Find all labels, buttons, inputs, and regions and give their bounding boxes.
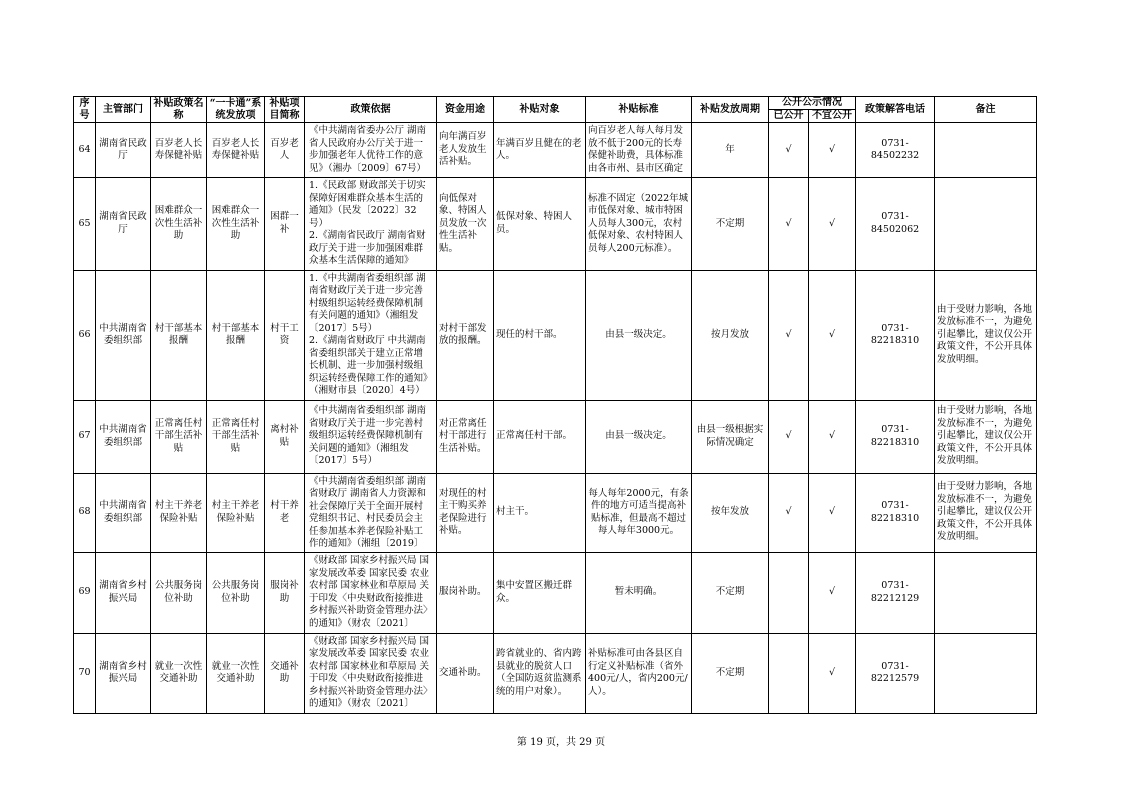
cell-target: 低保对象、特困人员。 bbox=[494, 178, 586, 271]
cell-remark bbox=[935, 633, 1037, 713]
cell-short-name: 村干工资 bbox=[265, 270, 305, 400]
header-standard: 补贴标准 bbox=[586, 97, 692, 123]
cell-policy-name: 村主干养老保险补贴 bbox=[151, 473, 207, 552]
table-row bbox=[74, 552, 1037, 633]
cell-seq: 70 bbox=[74, 633, 96, 713]
cell-phone: 0731-82212579 bbox=[856, 633, 935, 713]
cell-usage: 对村干部发放的报酬。 bbox=[437, 270, 494, 400]
cell-dept: 中共湖南省委组织部 bbox=[96, 270, 151, 400]
cell-period: 年 bbox=[692, 123, 769, 178]
cell-card-name: 就业一次性交通补助 bbox=[207, 633, 265, 713]
cell-public-no: √ bbox=[809, 473, 856, 552]
cell-short-name: 服岗补助 bbox=[265, 552, 305, 633]
header-remark: 备注 bbox=[935, 97, 1037, 123]
cell-public-no: √ bbox=[809, 123, 856, 178]
table-row bbox=[74, 473, 1037, 552]
cell-public-yes: √ bbox=[769, 473, 809, 552]
cell-basis: 1.《民政部 财政部关于切实保障好困难群众基本生活的通知》（民发〔2022〕32号） 2.《湖南省民政厅 湖南省财政厅关于进一步加强困难群众基本生活保障的通知》 bbox=[309, 180, 426, 266]
cell-period: 按年发放 bbox=[692, 473, 769, 552]
cell-usage: 向年满百岁老人发放生活补贴。 bbox=[437, 123, 494, 178]
cell-remark bbox=[935, 123, 1037, 178]
cell-policy-name: 正常离任村干部生活补贴 bbox=[151, 400, 207, 473]
cell-short-name: 交通补助 bbox=[265, 633, 305, 713]
cell-phone: 0731-82218310 bbox=[856, 400, 935, 473]
cell-target: 年满百岁且健在的老人。 bbox=[494, 123, 586, 178]
cell-dept: 湖南省乡村振兴局 bbox=[96, 633, 151, 713]
cell-target: 现任的村干部。 bbox=[494, 270, 586, 400]
cell-target: 村主干。 bbox=[494, 473, 586, 552]
header-usage: 资金用途 bbox=[437, 97, 494, 123]
cell-dept: 湖南省民政厅 bbox=[96, 178, 151, 271]
header-phone: 政策解答电话 bbox=[856, 97, 935, 123]
header-period: 补贴发放周期 bbox=[692, 97, 769, 123]
cell-standard: 向百岁老人每人每月发放不低于200元的长寿保健补助费，具体标准由各市州、县市区确定 bbox=[586, 123, 692, 178]
cell-policy-name: 公共服务岗位补助 bbox=[151, 552, 207, 633]
cell-seq: 65 bbox=[74, 178, 96, 271]
cell-basis: 《财政部 国家乡村振兴局 国家发展改革委 国家民委 农业农村部 国家林业和草原局 关于印发〈中央财政衔接推进乡村振兴补助资金管理办法〉的通知》（财农〔2021〕 bbox=[309, 555, 430, 629]
header-card-name: “一卡通”系统发放项 bbox=[207, 97, 265, 123]
cell-basis: 《中共湖南省委办公厅 湖南省人民政府办公厅关于进一步加强老年人优待工作的意见》（湘办〔2009〕67号） bbox=[309, 125, 427, 174]
header-public-yes: 已公开 bbox=[769, 110, 809, 123]
cell-card-name: 村干部基本报酬 bbox=[207, 270, 265, 400]
subsidy-policy-table bbox=[73, 96, 1037, 714]
cell-seq: 69 bbox=[74, 552, 96, 633]
header-public-no: 不宜公开 bbox=[809, 110, 856, 123]
cell-dept: 湖南省乡村振兴局 bbox=[96, 552, 151, 633]
cell-card-name: 村主干养老保险补贴 bbox=[207, 473, 265, 552]
cell-period: 由县一级根据实际情况确定 bbox=[692, 400, 769, 473]
cell-remark: 由于受财力影响，各地发放标准不一，为避免引起攀比，建议仅公开政策文件，不公开具体发放明细。 bbox=[935, 400, 1037, 473]
cell-standard: 由县一级决定。 bbox=[586, 400, 692, 473]
cell-usage: 对现任的村主干购买养老保险进行补贴。 bbox=[437, 473, 494, 552]
cell-usage: 交通补助。 bbox=[437, 633, 494, 713]
cell-public-yes bbox=[769, 633, 809, 713]
cell-standard: 由县一级决定。 bbox=[586, 270, 692, 400]
cell-public-no: √ bbox=[809, 400, 856, 473]
cell-remark bbox=[935, 178, 1037, 271]
cell-period: 不定期 bbox=[692, 178, 769, 271]
cell-seq: 68 bbox=[74, 473, 96, 552]
cell-target: 正常离任村干部。 bbox=[494, 400, 586, 473]
cell-public-no: √ bbox=[809, 270, 856, 400]
table-row bbox=[74, 633, 1037, 713]
cell-period: 不定期 bbox=[692, 552, 769, 633]
cell-card-name: 百岁老人长寿保健补贴 bbox=[207, 123, 265, 178]
cell-policy-name: 就业一次性交通补助 bbox=[151, 633, 207, 713]
cell-policy-name: 百岁老人长寿保健补贴 bbox=[151, 123, 207, 178]
cell-short-name: 百岁老人 bbox=[265, 123, 305, 178]
cell-usage: 对正常离任村干部进行生活补贴。 bbox=[437, 400, 494, 473]
cell-policy-name: 困难群众一次性生活补助 bbox=[151, 178, 207, 271]
cell-public-no: √ bbox=[809, 633, 856, 713]
cell-public-yes: √ bbox=[769, 178, 809, 271]
cell-dept: 中共湖南省委组织部 bbox=[96, 473, 151, 552]
header-seq: 序号 bbox=[74, 97, 96, 123]
cell-short-name: 村干养老 bbox=[265, 473, 305, 552]
cell-public-yes: √ bbox=[769, 270, 809, 400]
cell-seq: 67 bbox=[74, 400, 96, 473]
cell-basis: 《中共湖南省委组织部 湖南省财政厅关于进一步完善村级组织运转经费保障机制有关问题的通知》（湘组发〔2017〕5号） bbox=[309, 405, 427, 467]
cell-standard: 标准不固定（2022年城市低保对象、城市特困人员每人300元，农村低保对象、农村特困人员每人200元标准）。 bbox=[586, 178, 692, 271]
cell-dept: 湖南省民政厅 bbox=[96, 123, 151, 178]
cell-target: 集中安置区搬迁群众。 bbox=[494, 552, 586, 633]
header-dept: 主管部门 bbox=[96, 97, 151, 123]
table-row bbox=[74, 178, 1037, 271]
cell-seq: 66 bbox=[74, 270, 96, 400]
table-row bbox=[74, 123, 1037, 178]
cell-card-name: 困难群众一次性生活补助 bbox=[207, 178, 265, 271]
cell-phone: 0731-82218310 bbox=[856, 270, 935, 400]
cell-public-yes bbox=[769, 552, 809, 633]
cell-public-no: √ bbox=[809, 178, 856, 271]
cell-period: 不定期 bbox=[692, 633, 769, 713]
header-basis: 政策依据 bbox=[305, 97, 437, 123]
header-short-name: 补贴项目简称 bbox=[265, 97, 305, 123]
cell-public-yes: √ bbox=[769, 400, 809, 473]
cell-card-name: 公共服务岗位补助 bbox=[207, 552, 265, 633]
page-footer: 第 19 页，共 29 页 bbox=[516, 737, 606, 748]
cell-basis: 1.《中共湖南省委组织部 湖南省财政厅关于进一步完善村级组织运转经费保障机制有关问题的通知》（湘组发〔2017〕5号） 2.《湖南省财政厅 中共湖南省委组织部关于建立正常增长机制、进一步加强村级组织运转经费保障工作的通知》（湘财市县〔2020〕4号） bbox=[309, 272, 428, 396]
cell-card-name: 正常离任村干部生活补贴 bbox=[207, 400, 265, 473]
cell-usage: 向低保对象、特困人员发放一次性生活补贴。 bbox=[437, 178, 494, 271]
cell-phone: 0731-84502062 bbox=[856, 178, 935, 271]
cell-usage: 服岗补助。 bbox=[437, 552, 494, 633]
cell-remark bbox=[935, 552, 1037, 633]
cell-phone: 0731-82218310 bbox=[856, 473, 935, 552]
header-policy-name: 补贴政策名称 bbox=[151, 97, 207, 123]
cell-public-no: √ bbox=[809, 552, 856, 633]
cell-short-name: 离村补贴 bbox=[265, 400, 305, 473]
header-target: 补贴对象 bbox=[494, 97, 586, 123]
table-row bbox=[74, 270, 1037, 400]
cell-target: 跨省就业的、省内跨县就业的脱贫人口（全国防返贫监测系统的用户对象）。 bbox=[494, 633, 586, 713]
cell-remark: 由于受财力影响，各地发放标准不一，为避免引起攀比，建议仅公开政策文件，不公开具体发放明细。 bbox=[935, 270, 1037, 400]
cell-short-name: 困群一补 bbox=[265, 178, 305, 271]
cell-standard: 每人每年2000元，有条件的地方可适当提高补贴标准，但最高不超过每人每年3000元。 bbox=[586, 473, 692, 552]
cell-remark: 由于受财力影响，各地发放标准不一，为避免引起攀比，建议仅公开政策文件，不公开具体发放明细。 bbox=[935, 473, 1037, 552]
cell-standard: 补贴标准可由各县区自行定义补贴标准（省外400元/人，省内200元/人）。 bbox=[586, 633, 692, 713]
header-public-status: 公开公示情况 bbox=[769, 97, 856, 110]
cell-basis: 《中共湖南省委组织部 湖南省财政厅 湖南省人力资源和社会保障厅关于全面开展村党组织书记、村民委员会主任参加基本养老保险补贴工作的通知》（湘组〔2019〕 bbox=[309, 475, 427, 549]
cell-phone: 0731-82212129 bbox=[856, 552, 935, 633]
cell-policy-name: 村干部基本报酬 bbox=[151, 270, 207, 400]
cell-seq: 64 bbox=[74, 123, 96, 178]
cell-standard: 暂未明确。 bbox=[586, 552, 692, 633]
cell-dept: 中共湖南省委组织部 bbox=[96, 400, 151, 473]
cell-phone: 0731-84502232 bbox=[856, 123, 935, 178]
table-row bbox=[74, 400, 1037, 473]
cell-basis: 《财政部 国家乡村振兴局 国家发展改革委 国家民委 农业农村部 国家林业和草原局 关于印发〈中央财政衔接推进乡村振兴补助资金管理办法〉的通知》（财农〔2021〕 bbox=[309, 635, 430, 709]
cell-period: 按月发放 bbox=[692, 270, 769, 400]
cell-public-yes: √ bbox=[769, 123, 809, 178]
